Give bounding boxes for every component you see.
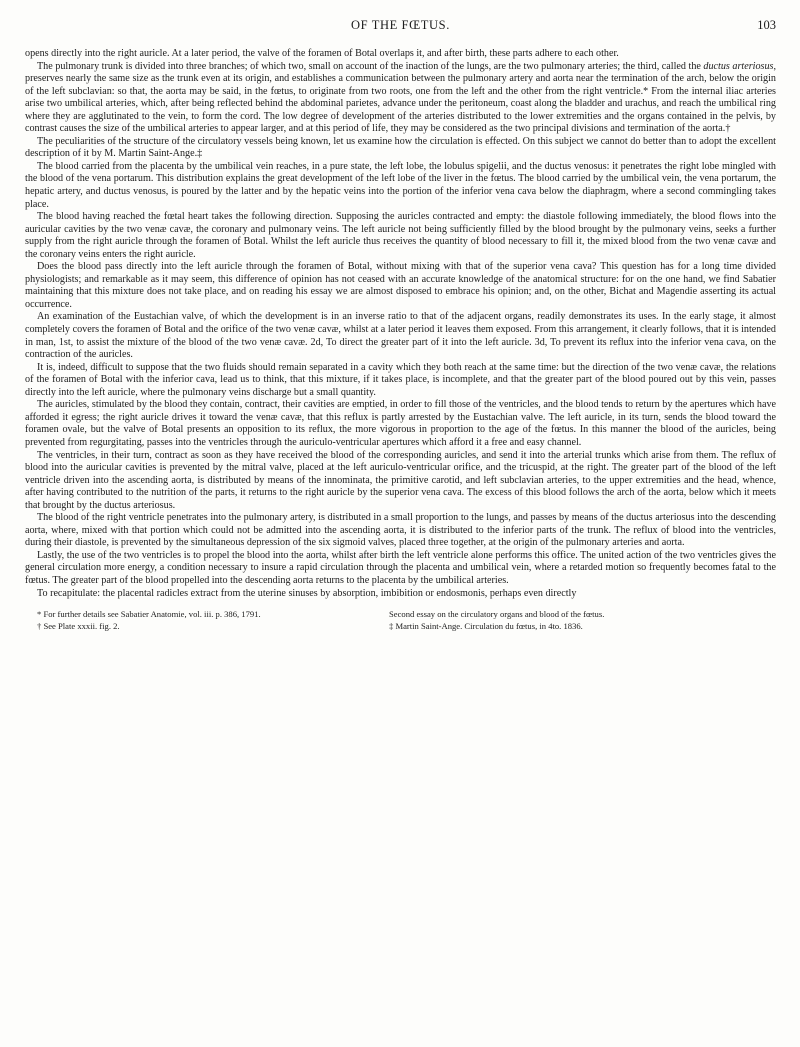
paragraph: The auricles, stimulated by the blood they contain, contract, their cavities are emptied, in order to fill those of the ventricles, and the blood tends to return by the apertures which have afforded it egress; the right auricle drives it toward the venæ cavæ, that this reflux is partly arrested by the Eustachian valve. The left auricle, in its turn, sends the blood toward the foramen ovale, but the valve of Botal presents an opposition to its reflux, the more vigorous in proportion to the age of the fœtus. In this manner the blood of the auricles, being prevented from regurgitating, passes into the ventricles through the auriculo-ventricular apertures which afford it a free and easy channel. (25, 399, 776, 448)
text-run: , preserves nearly the same size as the trunk even at its origin, and establishes a communication between the pulmonary artery and aorta near the termination of the arch, below the origin of the left subclavian: so that, the aorta may be said, in the fœtus, to originate from two roots, one from the left and the other from the right ventricle.* From the internal iliac arteries arise two umbilical arteries, which, after being reflected behind the abdominal parietes, advance under the peritoneum, coast along the bladder and urachus, and reach the umbilical ring where they are agglutinated to the vein, to form the cord. The low degree of development of the arteries distributed to the lower extremities and the organs contained in the pelvis, by contrast causes the size of the umbilical arteries to appear larger, and at this period of life, they may be considered as the two principal divisions and termination of the aorta.† (25, 60, 776, 135)
italic-term: ductus arteriosus (703, 60, 774, 72)
page-number: 103 (757, 18, 776, 32)
page-header (25, 18, 776, 38)
paragraph: The peculiarities of the structure of the circulatory vessels being known, let us examine how the circulation is effected. On this subject we cannot do better than to adopt the excellent description of it by M. Martin Saint-Ange.‡ (25, 135, 776, 160)
footnote-double-dagger: ‡ Martin Saint-Ange. Circulation du fœtus, in 4to. 1836. (389, 620, 583, 631)
running-title: OF THE FŒTUS. (351, 18, 450, 32)
paragraph: It is, indeed, difficult to suppose that the two fluids should remain separated in a cavity which they both reach at the same time: but the direction of the two venæ cavæ, the relations of the foramen of Botal with the inferior cava, lead us to think, that this mixture, if it takes place, is incomplete, and that the greater part of the blood poured out by this vein, passes directly into the left auricle, where the pulmonary veins discharge but a small quantity. (25, 361, 776, 398)
footnote-star-continued: Second essay on the circulatory organs and blood of the fœtus. (389, 609, 605, 620)
body-text (25, 48, 776, 600)
paragraph: The blood carried from the placenta by the umbilical vein reaches, in a pure state, the left lobe, the lobulus spigelii, and the ductus venosus: it penetrates the right lobe mingled with the blood of the vena portarum. This distribution explains the great development of the left lobe of the liver in the fœtus. The blood carried by the umbilical vein, the vena portarum, the hepatic artery, and ductus venosus, is poured by the latter and by the hepatic veins into the portion of the inferior vena cava below the diaphragm, where a second commingling takes place. (25, 160, 776, 210)
paragraph: opens directly into the right auricle. At a later period, the valve of the foramen of Botal overlaps it, and after birth, these parts adhere to each other. (25, 48, 619, 59)
paragraph: To recapitulate: the placental radicles extract from the uterine sinuses by absorption, imbibition or endosmonis, perhaps even directly (37, 587, 577, 599)
paragraph: Lastly, the use of the two ventricles is to propel the blood into the aorta, whilst after birth the left ventricle alone performs this office. The united action of the two ventricles gives the general circulation more energy, a condition necessary to insure a rapid circulation through the placenta and umbilical vein, where a retarded motion so frequently becomes fatal to the fœtus. The greater part of the blood propelled into the descending aorta returns to the placenta by the umbilical arteries. (25, 549, 776, 586)
footnotes (25, 609, 776, 631)
paragraph: The ventricles, in their turn, contract as soon as they have received the blood of the corresponding auricles, and send it into the arterial trunks which arise from them. The reflux of blood into the auricular cavities is prevented by the mitral valve, placed at the left auriculo-ventricular orifice, and the tricuspid, at the right. The greater part of the blood of the left ventricle driven into the ascending aorta, is distributed by means of the innominata, the primitive carotid, and left subclavian arteries, to the upper extremities and the head, whence, after having contributed to the nutrition of the parts, it returns to the right auricle by the superior vena cava. The excess of this blood follows the arch of the aorta, below which it meets that brought by the ductus arteriosus. (25, 449, 776, 511)
paragraph: The blood having reached the fœtal heart takes the following direction. Supposing the auricles contracted and empty: the diastole following immediately, the blood flows into the auricular cavities by the two venæ cavæ, the coronary and pulmonary veins. The left auricle not being sufficiently filled by the blood brought by the pulmonary veins, seeks a further supply from the right auricle through the foramen of Botal. Whilst the left auricle thus receives the quantity of blood necessary to fill it, the mixed blood from the two venæ cavæ and the coronary veins enters the right auricle. (25, 211, 776, 260)
footnote-star: * For further details see Sabatier Anatomie, vol. iii. p. 386, 1791. (37, 609, 261, 620)
paragraph: An examination of the Eustachian valve, of which the development is in an inverse ratio to that of the adjacent organs, readily demonstrates its uses. In the early stage, it almost completely covers the foramen of Botal and the orifice of the two venæ cavæ, whilst at a later period it leaves them exposed. From this arrangement, it clearly follows, that it is intended in man, 1st, to assist the mixture of the blood of the two venæ cavæ. 2d, To direct the greater part of it into the left auricle. 3d, To prevent its reflux into the inferior vena cava, on the contraction of the auricles. (25, 311, 776, 361)
text-run: The pulmonary trunk is divided into three branches; of which two, small on account of the inaction of the lungs, are the two pulmonary arteries; the third, called the (37, 60, 701, 72)
paragraph: The blood of the right ventricle penetrates into the pulmonary artery, is distributed in a small proportion to the lungs, and passes by means of the ductus arteriosus into the descending aorta, where, mixed with that portion which could not be admitted into the ascending aorta, it is distributed to the inferior parts of the trunk. The reflux of blood into the ventricles, during their diastole, is prevented by the simultaneous depression of the six sigmoid valves, placed three together, at the origin of the pulmonary arteries and aorta. (25, 512, 776, 549)
footnote-dagger: † See Plate xxxii. fig. 2. (37, 620, 120, 631)
paragraph (25, 61, 776, 136)
paragraph: Does the blood pass directly into the left auricle through the foramen of Botal, without mixing with that of the superior vena cava? This question has for a long time divided physiologists; and remarkable as it may seem, this difference of opinion has not ceased with an accurate knowledge of the anatomical structure: for on the one hand, we find Sabatier maintaining that this mixture does not take place, and on reading his essay we are almost disposed to embrace his opinion; and, on the other, Bichat and Magendie asserting its actual occurrence. (25, 261, 776, 310)
